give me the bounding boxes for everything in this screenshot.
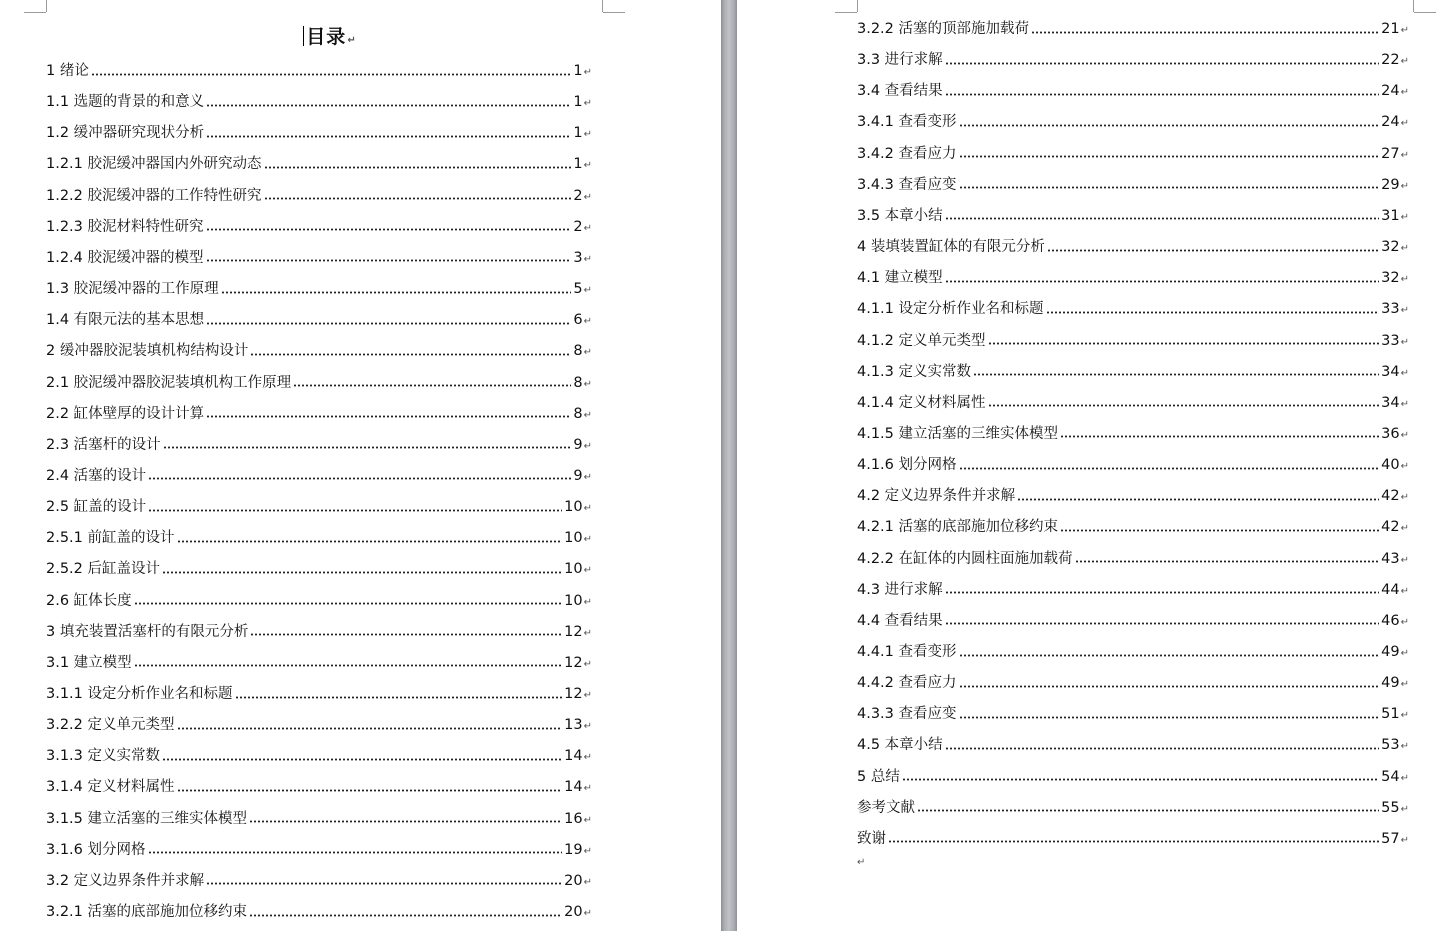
- toc-entry[interactable]: [857, 549, 1409, 569]
- toc-entry[interactable]: [46, 154, 592, 174]
- toc-entry[interactable]: [857, 455, 1409, 475]
- paragraph-mark-icon: ↵: [1400, 149, 1409, 161]
- dot-leader: [1060, 529, 1379, 532]
- dot-leader: [1060, 435, 1379, 438]
- toc-entry-text: 1.2 缓冲器研究现状分析: [46, 125, 205, 142]
- dot-leader: [177, 727, 563, 730]
- toc-entry-text: 4.1.3 定义实常数: [857, 363, 972, 380]
- toc-entry[interactable]: [857, 112, 1409, 132]
- paragraph-mark-icon: ↵: [583, 845, 592, 857]
- dot-leader: [250, 353, 571, 356]
- crop-mark: [857, 0, 858, 12]
- toc-entry-text: 1.2.3 胶泥材料特性研究: [46, 218, 204, 235]
- dot-leader: [888, 840, 1379, 843]
- toc-page-number: 10: [564, 592, 583, 609]
- paragraph-mark-icon: ↵: [583, 783, 592, 795]
- dot-leader: [249, 914, 562, 917]
- paragraph-mark-icon: ↵: [1400, 648, 1409, 659]
- toc-title-text: 目录: [306, 26, 347, 48]
- dot-leader: [148, 477, 571, 480]
- toc-entry-text: 3 填充装置活塞杆的有限元分析: [46, 623, 249, 640]
- toc-page-number: 8: [573, 374, 583, 391]
- toc-entry[interactable]: [46, 310, 592, 330]
- toc-entry-text: 3.3 进行求解: [857, 52, 943, 69]
- paragraph-mark-icon: ↵: [583, 565, 592, 577]
- dot-leader: [1031, 31, 1379, 34]
- toc-page-number: 13: [564, 717, 583, 734]
- dot-leader: [206, 415, 571, 418]
- paragraph-mark-icon: ↵: [583, 908, 592, 920]
- toc-entry[interactable]: [46, 777, 592, 797]
- toc-entry[interactable]: [46, 684, 592, 704]
- toc-entry[interactable]: [857, 268, 1409, 288]
- toc-entry-text: 3.1.5 建立活塞的三维实体模型: [46, 810, 248, 827]
- paragraph-mark-icon: ↵: [1400, 25, 1409, 36]
- crop-mark: [835, 12, 857, 13]
- toc-entry-text: 1.4 有限元法的基本思想: [46, 312, 205, 329]
- toc-page-number: 8: [573, 343, 583, 360]
- paragraph-mark-icon: ↵: [583, 503, 592, 515]
- toc-page-number: 12: [564, 623, 583, 640]
- paragraph-mark-icon: ↵: [1400, 367, 1409, 379]
- toc-entry[interactable]: [857, 331, 1409, 351]
- toc-page-number: 19: [564, 841, 583, 858]
- page-gutter: [721, 0, 737, 931]
- dot-leader: [945, 62, 1379, 65]
- paragraph-mark-icon: ↵: [583, 627, 592, 639]
- toc-entry-text: 4.1.4 定义材料属性: [857, 394, 986, 411]
- paragraph-mark-icon: ↵: [1400, 523, 1409, 535]
- paragraph-mark-icon: ↵: [1400, 398, 1409, 410]
- toc-page-number: 8: [573, 405, 583, 422]
- toc-title[interactable]: [0, 22, 660, 49]
- toc-page-number: 49: [1381, 675, 1400, 692]
- toc-page-number: 32: [1381, 239, 1400, 256]
- toc-page-number: 31: [1381, 207, 1400, 224]
- toc-entry-text: 4.2.2 在缸体的内圆柱面施加载荷: [857, 550, 1073, 567]
- toc-page-number: 20: [564, 904, 583, 921]
- toc-page-number: 9: [573, 436, 583, 453]
- toc-entry-text: 3.1.4 定义材料属性: [46, 779, 175, 796]
- toc-entry-text: 3.1.3 定义实常数: [46, 748, 161, 765]
- toc-entry[interactable]: [46, 435, 592, 455]
- dot-leader: [206, 228, 572, 231]
- dot-leader: [134, 664, 562, 667]
- dot-leader: [134, 602, 562, 605]
- dot-leader: [988, 342, 1380, 345]
- paragraph-mark-icon: ↵: [1400, 585, 1409, 597]
- toc-entry[interactable]: [857, 175, 1409, 195]
- document-page-right[interactable]: [737, 0, 1452, 931]
- paragraph-mark-icon: ↵: [1400, 803, 1409, 815]
- dot-leader: [162, 571, 562, 574]
- dot-leader: [206, 322, 571, 325]
- toc-entry[interactable]: [857, 81, 1409, 101]
- toc-entry[interactable]: [857, 580, 1409, 600]
- toc-page-number: 1: [573, 94, 583, 111]
- toc-page-number: 27: [1381, 145, 1400, 162]
- paragraph-mark-icon: ↵: [1400, 679, 1409, 691]
- toc-entry-text: 4.1.6 划分网格: [857, 457, 957, 474]
- toc-page-number: 29: [1381, 176, 1400, 193]
- toc-entry[interactable]: [46, 902, 592, 922]
- toc-entry[interactable]: [857, 362, 1409, 382]
- toc-entry-text: 3.4.1 查看变形: [857, 114, 957, 131]
- dot-leader: [959, 186, 1380, 189]
- toc-entry-text: 2.3 活塞杆的设计: [46, 436, 161, 453]
- toc-entry[interactable]: [857, 393, 1409, 413]
- dot-leader: [959, 716, 1380, 719]
- paragraph-mark-icon: ↵: [1400, 211, 1409, 223]
- dot-leader: [293, 384, 571, 387]
- paragraph-mark-icon: ↵: [1400, 616, 1409, 628]
- dot-leader: [945, 217, 1379, 220]
- paragraph-mark-icon: ↵: [583, 876, 592, 888]
- toc-entry-text: 4.1.1 设定分析作业名和标题: [857, 301, 1044, 318]
- toc-entry[interactable]: [46, 61, 592, 81]
- toc-entry-text: 4.4 查看结果: [857, 612, 943, 629]
- toc-entry-text: 2.6 缸体长度: [46, 592, 132, 609]
- paragraph-mark-icon: ↵: [347, 35, 357, 46]
- dot-leader: [177, 789, 563, 792]
- paragraph-mark-icon: ↵: [1400, 710, 1409, 722]
- document-page-left[interactable]: [0, 0, 721, 931]
- paragraph-mark-icon: ↵: [1400, 429, 1409, 441]
- toc-page-number: 14: [564, 779, 583, 796]
- paragraph-mark-icon: ↵: [1400, 834, 1409, 846]
- toc-page-number: 57: [1381, 830, 1400, 847]
- toc-entry-text: 4.3 进行求解: [857, 581, 943, 598]
- toc-entry-text: 3.2 定义边界条件并求解: [46, 872, 205, 889]
- paragraph-mark-icon: ↵: [1400, 274, 1409, 286]
- toc-page-number: 55: [1381, 799, 1400, 816]
- toc-entry[interactable]: [857, 50, 1409, 70]
- toc-entry[interactable]: [46, 528, 592, 548]
- toc-entry[interactable]: [46, 92, 592, 112]
- dot-leader: [206, 259, 572, 262]
- toc-page-number: 40: [1381, 457, 1400, 474]
- crop-mark: [1413, 0, 1414, 12]
- toc-entry-text: 4.4.1 查看变形: [857, 644, 957, 660]
- toc-page-number: 42: [1381, 488, 1400, 505]
- dot-leader: [206, 104, 571, 107]
- toc-page-number: 12: [564, 686, 583, 702]
- toc-entry[interactable]: [857, 19, 1409, 39]
- toc-page-number: 36: [1381, 425, 1400, 442]
- toc-entry-text: 3.2.2 定义单元类型: [46, 717, 175, 734]
- toc-page-number: 44: [1381, 581, 1400, 598]
- toc-page-number: 16: [564, 810, 583, 827]
- dot-leader: [221, 291, 572, 294]
- dot-leader: [945, 747, 1379, 750]
- paragraph-mark-icon: ↵: [583, 534, 592, 546]
- dot-leader: [163, 446, 572, 449]
- toc-entry-text: 5 总结: [857, 768, 900, 785]
- paragraph-mark-icon: ↵: [583, 285, 592, 297]
- paragraph-mark-icon: ↵: [857, 857, 866, 868]
- toc-entry[interactable]: [46, 871, 592, 891]
- toc-entry[interactable]: [46, 404, 592, 424]
- paragraph-mark-icon: ↵: [1400, 118, 1409, 130]
- dot-leader: [945, 93, 1379, 96]
- paragraph-mark-icon: ↵: [583, 191, 592, 203]
- paragraph-mark-icon: ↵: [583, 752, 592, 764]
- toc-entry-text: 2.5.2 后缸盖设计: [46, 561, 161, 578]
- toc-entry-text: 3.1.6 划分网格: [46, 841, 146, 858]
- toc-entry[interactable]: [857, 704, 1409, 724]
- paragraph-mark-icon: ↵: [1400, 492, 1409, 504]
- paragraph-mark-icon: ↵: [583, 316, 592, 328]
- toc-entry-text: 2.5 缸盖的设计: [46, 499, 147, 516]
- toc-entry-text: 2.2 缸体壁厚的设计计算: [46, 405, 205, 422]
- paragraph-mark-icon: ↵: [1400, 772, 1409, 784]
- paragraph-mark-icon: ↵: [583, 440, 592, 452]
- toc-entry-text: 2.4 活塞的设计: [46, 467, 147, 484]
- crop-mark: [24, 12, 46, 13]
- dot-leader: [959, 685, 1380, 688]
- toc-page-number: 14: [564, 748, 583, 765]
- toc-page-number: 24: [1381, 114, 1400, 131]
- paragraph-mark-icon: ↵: [583, 160, 592, 172]
- toc-page-number: 22: [1381, 52, 1400, 69]
- paragraph-mark-icon: ↵: [1400, 180, 1409, 192]
- dot-leader: [162, 758, 562, 761]
- paragraph-mark-icon: ↵: [583, 690, 592, 701]
- paragraph-mark-icon: ↵: [583, 409, 592, 421]
- toc-entry[interactable]: [46, 497, 592, 517]
- toc-entry[interactable]: [857, 299, 1409, 319]
- dot-leader: [1017, 498, 1379, 501]
- dot-leader: [959, 654, 1380, 657]
- paragraph-mark-icon: ↵: [583, 378, 592, 390]
- paragraph-mark-icon: ↵: [583, 721, 592, 733]
- toc-page-number: 51: [1381, 706, 1400, 723]
- paragraph-mark-icon: ↵: [583, 98, 592, 110]
- toc-entry-text: 3.5 本章小结: [857, 207, 943, 224]
- toc-entry-text: 1.1 选题的背景的和意义: [46, 94, 205, 111]
- toc-page-number: 32: [1381, 270, 1400, 287]
- toc-entry[interactable]: [46, 373, 592, 393]
- crop-mark: [603, 12, 625, 13]
- toc-page-number: 2: [573, 218, 583, 235]
- toc-entry-text: 3.4.3 查看应变: [857, 176, 957, 193]
- toc-entry-text: 2.5.1 前缸盖的设计: [46, 530, 175, 547]
- toc-entry-text: 1.2.4 胶泥缓冲器的模型: [46, 249, 204, 266]
- toc-page-number: 53: [1381, 737, 1400, 754]
- toc-entry[interactable]: [46, 341, 592, 361]
- dot-leader: [264, 166, 572, 169]
- toc-entry[interactable]: [46, 746, 592, 766]
- toc-entry[interactable]: [46, 653, 592, 673]
- toc-entry-text: 2 缓冲器胶泥装填机构结构设计: [46, 343, 249, 360]
- toc-page-number: 1: [573, 156, 583, 173]
- toc-page-number: 10: [564, 530, 583, 547]
- toc-entry[interactable]: [857, 829, 1409, 849]
- toc-entry[interactable]: [857, 144, 1409, 164]
- paragraph-mark-icon: ↵: [583, 471, 592, 483]
- toc-entry-text: 4.1 建立模型: [857, 270, 943, 287]
- toc-entry[interactable]: [857, 642, 1409, 662]
- toc-entry-text: 4.3.3 查看应变: [857, 706, 957, 723]
- toc-entry[interactable]: [857, 735, 1409, 755]
- toc-entry[interactable]: [46, 809, 592, 829]
- dot-leader: [148, 851, 563, 854]
- dot-leader: [959, 467, 1380, 470]
- toc-page-number: 3: [573, 249, 583, 266]
- toc-entry-text: 1.2.1 胶泥缓冲器国内外研究动态: [46, 156, 262, 173]
- toc-entry[interactable]: [857, 798, 1409, 818]
- toc-entry[interactable]: [46, 279, 592, 299]
- toc-entry-text: 1.2.2 胶泥缓冲器的工作特性研究: [46, 187, 262, 204]
- dot-leader: [249, 820, 562, 823]
- paragraph-mark-icon: ↵: [583, 67, 592, 78]
- dot-leader: [91, 73, 572, 76]
- toc-page-number: 5: [573, 281, 583, 298]
- dot-leader: [973, 373, 1379, 376]
- dot-leader: [206, 882, 562, 885]
- toc-entry[interactable]: [857, 237, 1409, 257]
- toc-entry[interactable]: [857, 611, 1409, 631]
- toc-entry[interactable]: [46, 840, 592, 860]
- toc-page-number: 9: [573, 467, 583, 484]
- paragraph-mark-icon: ↵: [583, 658, 592, 670]
- dot-leader: [1075, 560, 1380, 563]
- toc-page-number: 46: [1381, 612, 1400, 629]
- toc-page-number: 34: [1381, 394, 1400, 411]
- toc-entry-text: 3.1.1 设定分析作业名和标题: [46, 686, 233, 702]
- toc-page-number: 43: [1381, 550, 1400, 567]
- toc-entry[interactable]: [857, 517, 1409, 537]
- toc-entry-text: 2.1 胶泥缓冲器胶泥装填机构工作原理: [46, 374, 292, 391]
- toc-entry-text: 4.2 定义边界条件并求解: [857, 488, 1016, 505]
- dot-leader: [945, 591, 1379, 594]
- toc-entry-text: 3.4 查看结果: [857, 83, 943, 100]
- crop-mark: [46, 0, 47, 12]
- toc-page-number: 42: [1381, 519, 1400, 536]
- toc-page-number: 10: [564, 561, 583, 578]
- toc-entry[interactable]: [857, 206, 1409, 226]
- toc-entry[interactable]: [46, 622, 592, 642]
- toc-page-number: 10: [564, 499, 583, 516]
- paragraph-mark-icon: ↵: [1400, 56, 1409, 68]
- toc-page-number: 21: [1381, 21, 1400, 37]
- toc-entry[interactable]: [46, 466, 592, 486]
- toc-entry[interactable]: [46, 186, 592, 206]
- toc-entry-text: 1 绪论: [46, 63, 89, 79]
- dot-leader: [1047, 249, 1379, 252]
- dot-leader: [945, 280, 1379, 283]
- paragraph-mark-icon: ↵: [1400, 554, 1409, 566]
- toc-entry[interactable]: [46, 715, 592, 735]
- paragraph-mark-icon: ↵: [1400, 243, 1409, 255]
- toc-entry-text: 3.1 建立模型: [46, 654, 132, 671]
- toc-page-number: 33: [1381, 332, 1400, 349]
- dot-leader: [250, 633, 562, 636]
- paragraph-mark-icon: ↵: [1400, 336, 1409, 348]
- toc-entry[interactable]: [46, 248, 592, 268]
- toc-entry-text: 3.4.2 查看应力: [857, 145, 957, 162]
- toc-page-number: 1: [573, 63, 583, 79]
- toc-page-number: 12: [564, 654, 583, 671]
- dot-leader: [959, 124, 1380, 127]
- paragraph-mark-icon: ↵: [583, 347, 592, 359]
- toc-entry-text: 4.5 本章小结: [857, 737, 943, 754]
- toc-entry-text: 1.3 胶泥缓冲器的工作原理: [46, 281, 219, 298]
- toc-entry-text: 4 装填装置缸体的有限元分析: [857, 239, 1045, 256]
- dot-leader: [902, 778, 1379, 781]
- toc-entry-text: 4.2.1 活塞的底部施加位移约束: [857, 519, 1059, 536]
- dot-leader: [235, 696, 563, 699]
- toc-entry[interactable]: [46, 559, 592, 579]
- toc-page-number: 20: [564, 872, 583, 889]
- toc-page-number: 24: [1381, 83, 1400, 100]
- paragraph-mark-icon: ↵: [1400, 305, 1409, 317]
- toc-entry-text: 4.1.2 定义单元类型: [857, 332, 986, 349]
- text-cursor: [303, 26, 304, 46]
- paragraph-mark-icon: ↵: [1400, 461, 1409, 473]
- toc-page-number: 33: [1381, 301, 1400, 318]
- crop-mark: [1414, 12, 1436, 13]
- toc-entry-text: 4.1.5 建立活塞的三维实体模型: [857, 425, 1059, 442]
- toc-entry-text: 参考文献: [857, 799, 915, 816]
- toc-entry[interactable]: [857, 673, 1409, 693]
- dot-leader: [177, 540, 563, 543]
- toc-entry-text: 3.2.1 活塞的底部施加位移约束: [46, 904, 248, 921]
- toc-entry[interactable]: [857, 767, 1409, 787]
- toc-page-number: 34: [1381, 363, 1400, 380]
- paragraph-mark-icon: ↵: [583, 253, 592, 265]
- toc-page-number: 2: [573, 187, 583, 204]
- dot-leader: [206, 135, 571, 138]
- toc-page-number: 1: [573, 125, 583, 142]
- dot-leader: [264, 197, 572, 200]
- dot-leader: [945, 622, 1379, 625]
- paragraph-mark-icon: ↵: [583, 129, 592, 141]
- toc-entry-text: 致谢: [857, 830, 886, 847]
- toc-page-number: 6: [573, 312, 583, 329]
- toc-entry[interactable]: [857, 424, 1409, 444]
- dot-leader: [1046, 311, 1380, 314]
- paragraph-mark-icon: ↵: [1400, 741, 1409, 753]
- toc-page-number: 49: [1381, 644, 1400, 660]
- crop-mark: [602, 0, 603, 12]
- dot-leader: [959, 155, 1380, 158]
- paragraph-mark-icon: ↵: [583, 596, 592, 608]
- paragraph-mark-icon: ↵: [1400, 87, 1409, 99]
- paragraph-mark-icon: ↵: [583, 222, 592, 234]
- toc-entry[interactable]: [857, 486, 1409, 506]
- dot-leader: [148, 509, 562, 512]
- paragraph-mark-icon: ↵: [583, 814, 592, 826]
- toc-entry[interactable]: [46, 217, 592, 237]
- toc-entry[interactable]: [46, 591, 592, 611]
- toc-entry-text: 3.2.2 活塞的顶部施加载荷: [857, 21, 1030, 37]
- toc-entry[interactable]: [46, 123, 592, 143]
- dot-leader: [917, 809, 1379, 812]
- toc-page-number: 54: [1381, 768, 1400, 785]
- dot-leader: [988, 404, 1380, 407]
- toc-entry-text: 4.4.2 查看应力: [857, 675, 957, 692]
